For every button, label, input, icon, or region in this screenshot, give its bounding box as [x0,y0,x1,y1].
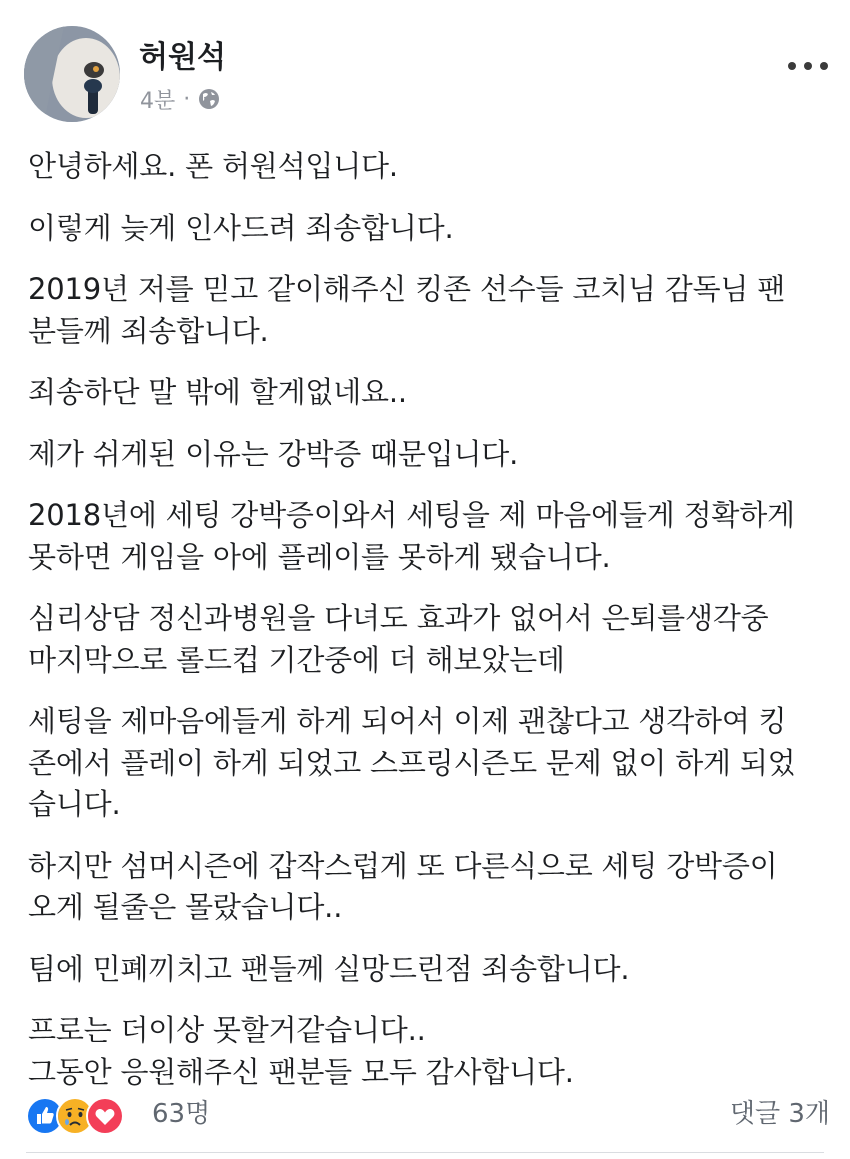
post-paragraph: 2018년에 세팅 강박증이와서 세팅을 제 마음에들게 정확하게 못하면 게임을 아에 플레이를 못하게 됐습니다. [28,498,795,574]
author-name[interactable]: 허원석 [139,40,226,75]
comment-count[interactable]: 댓글 3개 [729,1099,830,1129]
love-icon [86,1097,124,1135]
more-dot [788,62,796,70]
avatar-image [24,26,120,122]
post-body [28,146,828,1113]
more-options-icon[interactable] [788,56,828,76]
post-header [0,0,850,140]
meta-separator: · [183,86,191,112]
post-paragraph: 안녕하세요. 폰 허원석입니다. [28,149,398,183]
post-paragraph: 프로는 더이상 못할거같습니다.. 그동안 응원해주신 팬분들 모두 감사합니다. [28,1013,574,1089]
avatar[interactable] [24,26,120,122]
post-meta [140,84,220,114]
globe-icon [198,88,220,110]
reactions[interactable] [26,1097,116,1135]
post-time[interactable]: 4분 [140,88,176,114]
reaction-count[interactable]: 63명 [152,1099,211,1129]
post-paragraph: 팀에 민폐끼치고 팬들께 실망드린점 죄송합니다. [28,951,630,986]
post-paragraph: 세팅을 제마음에들게 하게 되어서 이제 괜찮다고 생각하여 킹 존에서 플레이 하게 되었고 스프링시즌도 문제 없이 하게 되었 습니다. [28,704,796,821]
post-paragraph: 제가 쉬게된 이유는 강박증 때문입니다. [28,436,519,471]
post-paragraph: 심리상담 정신과병원을 다녀도 효과가 없어서 은퇴를생각중 마지막으로 롤드컵 기간중에 더 해보았는데 [28,601,769,677]
more-dot [804,62,812,70]
post-paragraph: 2019년 저를 믿고 같이해주신 킹존 선수들 코치님 감독님 팬 분들께 죄송합니다. [28,272,786,348]
post-paragraph: 죄송하단 말 밖에 할게없네요.. [28,375,407,409]
post-paragraph: 하지만 섬머시즌에 갑작스럽게 또 다른식으로 세팅 강박증이 오게 될줄은 몰랐습니다.. [28,848,778,924]
divider [26,1152,824,1153]
post-footer [0,1090,850,1140]
post-paragraph: 이렇게 늦게 인사드려 죄송합니다. [28,210,454,245]
more-dot [820,62,828,70]
